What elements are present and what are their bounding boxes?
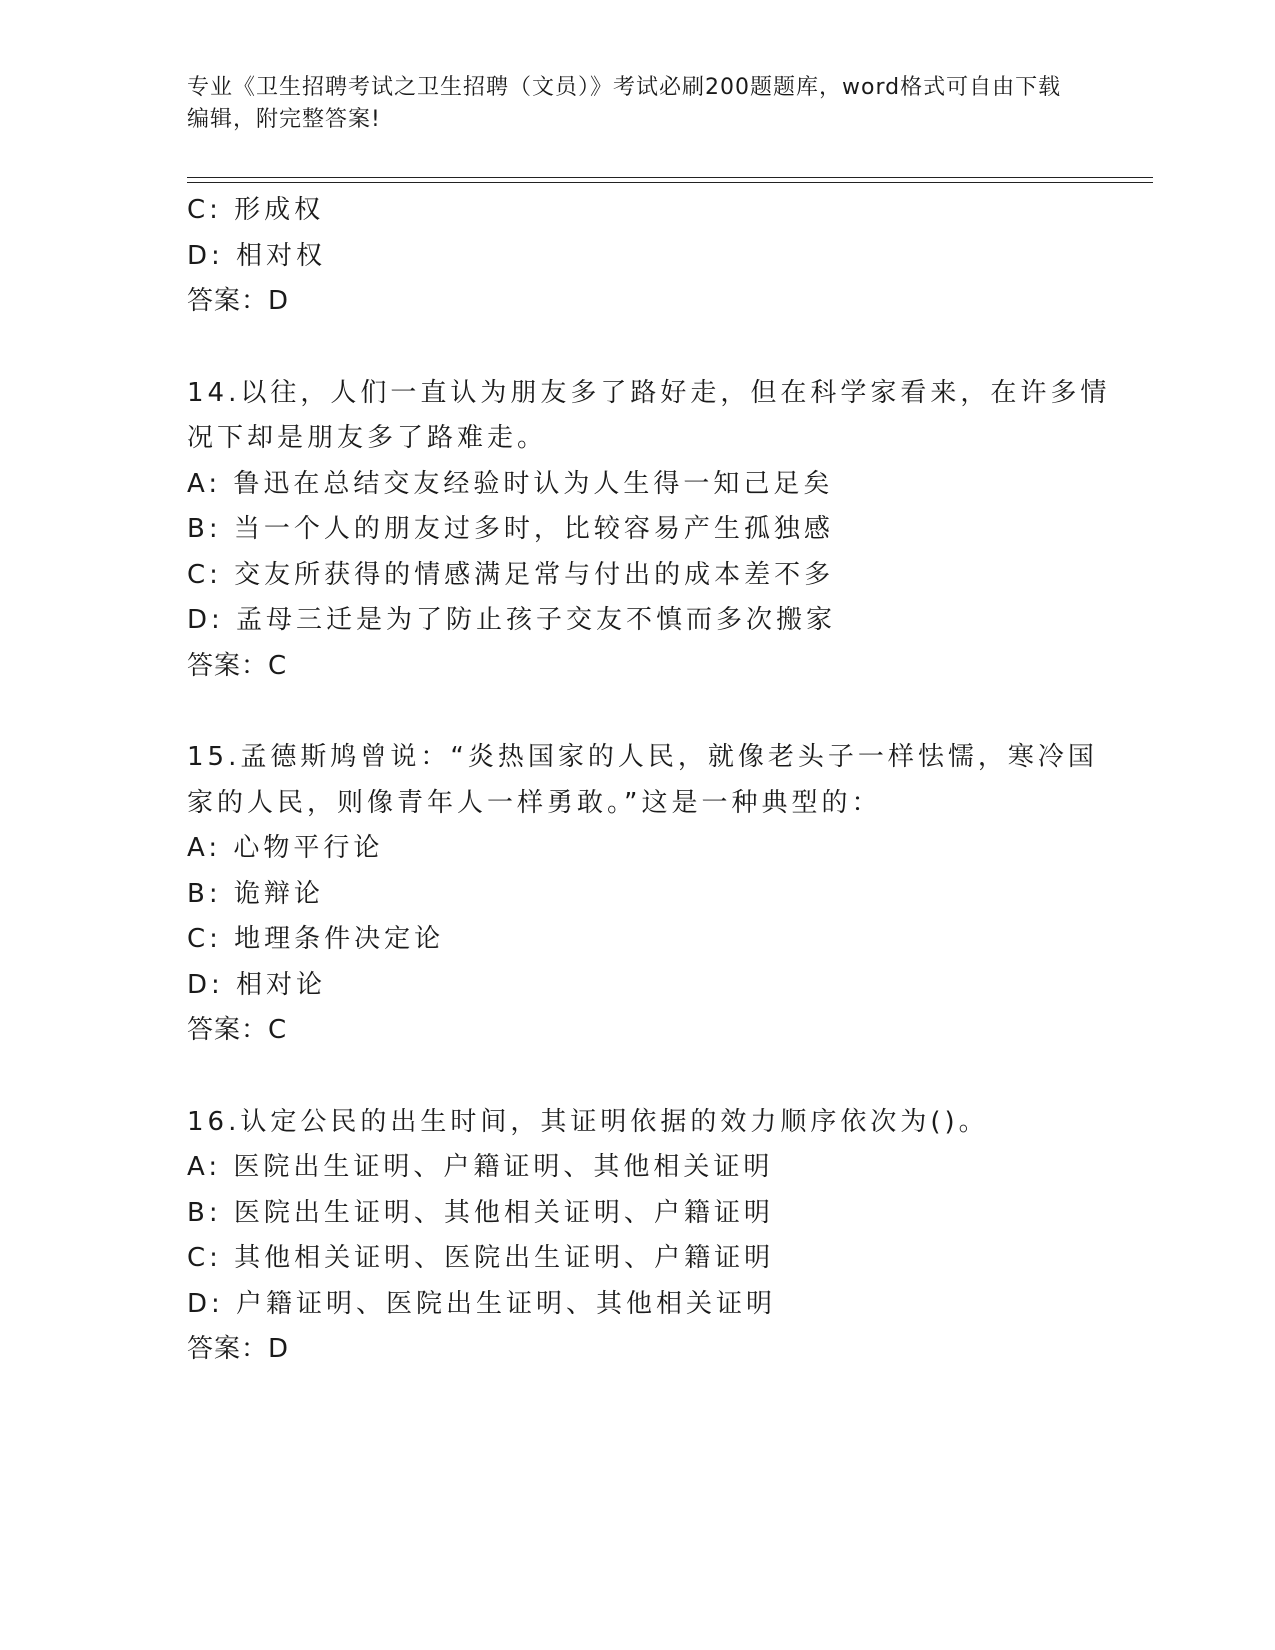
answer-line: 答案：D	[187, 1334, 290, 1364]
option-b: B: 医院出生证明、其他相关证明、户籍证明	[187, 1197, 774, 1228]
option-d: D: 相对权	[187, 240, 327, 271]
question-stem-line: 16.认定公民的出生时间，其证明依据的效力顺序依次为()。	[187, 1106, 989, 1137]
answer-line: 答案：D	[187, 286, 290, 316]
question-stem-line: 家的人民，则像青年人一样勇敢。”这是一种典型的：	[187, 787, 882, 818]
header-rule-bottom	[187, 182, 1153, 183]
question-content	[187, 188, 1111, 1373]
question-stem-line: 15.孟德斯鸠曾说：“炎热国家的人民，就像老头子一样怯懦，寒冷国	[187, 742, 1098, 772]
option-c: C: 形成权	[187, 195, 325, 225]
question-stem-line: 14.以往，人们一直认为朋友多了路好走，但在科学家看来，在许多情	[187, 377, 1111, 408]
option-d: D: 孟母三迁是为了防止孩子交友不慎而多次搬家	[187, 605, 837, 635]
option-c: C: 交友所获得的情感满足常与付出的成本差不多	[187, 559, 835, 590]
option-a: A: 医院出生证明、户籍证明、其他相关证明	[187, 1152, 774, 1182]
question-16	[187, 1100, 1087, 1373]
option-d: D: 户籍证明、医院出生证明、其他相关证明	[187, 1288, 777, 1319]
option-c: C: 地理条件决定论	[187, 924, 445, 954]
question-14	[187, 371, 1111, 690]
option-d: D: 相对论	[187, 969, 327, 1000]
answer-line: 答案：C	[187, 650, 288, 681]
option-a: A: 心物平行论	[187, 833, 384, 863]
document-header: 专业《卫生招聘考试之卫生招聘（文员）》考试必刷200题题库，word格式可自由下载编辑，附完整答案!	[187, 75, 1062, 132]
option-a: A: 鲁迅在总结交友经验时认为人生得一知己足矣	[187, 468, 834, 499]
question-15	[187, 735, 1098, 1054]
option-c: C: 其他相关证明、医院出生证明、户籍证明	[187, 1243, 775, 1273]
question-13-tail	[187, 188, 1087, 325]
option-b: B: 当一个人的朋友过多时，比较容易产生孤独感	[187, 514, 834, 544]
answer-line: 答案：C	[187, 1015, 288, 1045]
header-rule-top	[187, 177, 1153, 178]
question-stem-line: 况下却是朋友多了路难走。	[187, 423, 548, 453]
option-b: B: 诡辩论	[187, 878, 324, 909]
